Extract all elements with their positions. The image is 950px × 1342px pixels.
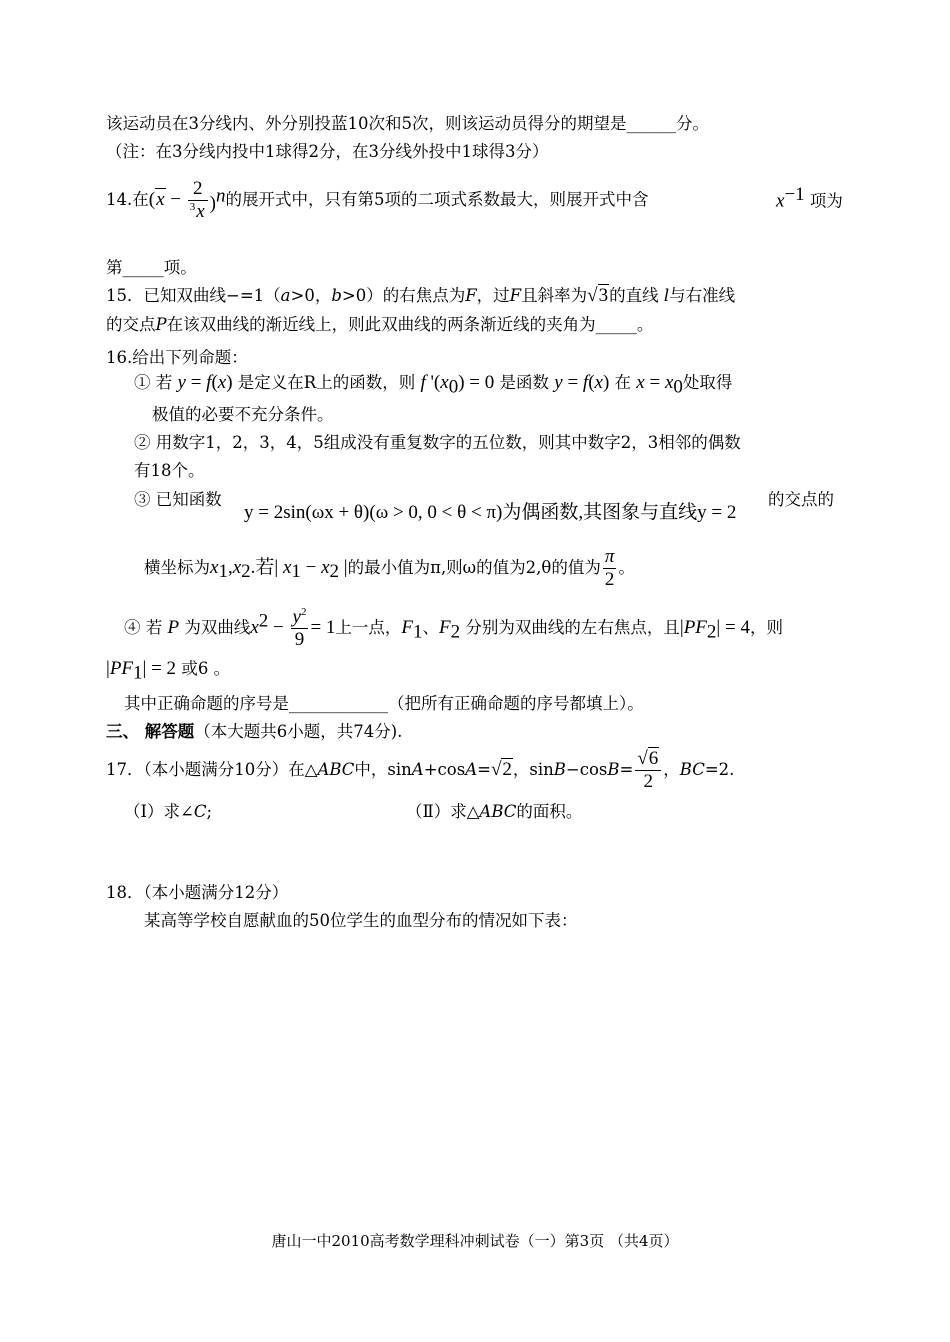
p15-line1: 15．已知双曲线−=1（a>0，b>0）的右焦点为F，过F且斜率为√3的直线 l与右准线 xyxy=(106,285,736,306)
p16-item4: ④ 若 P 为双曲线$x^2$ − $\frac{y^2}{9}$ = 1上一点，$F_1$、$F_2$ 分别为双曲线的左右焦点，且$|PF_2| = 4$，则 xyxy=(124,606,783,651)
p15-line2: 的交点P在该双曲线的渐近线上，则此双曲线的两条渐近线的夹角为_____。 xyxy=(106,315,654,334)
p14-term: $x^{-1}$ 项为 xyxy=(776,184,843,212)
p17-q1: （Ⅰ）求∠C; xyxy=(124,802,213,821)
section-title: 三、 解答题（本大题共6小题，共74分). xyxy=(106,722,403,741)
p13-note: （注：在3分线内投中1球得2分，在3分线外投中1球得3分） xyxy=(106,142,549,161)
p16-item3-tail: 的交点的 xyxy=(768,490,834,509)
p16-item1: ① 若 y = f(x) 是定义在R上的函数，则 f '$(x_0) = 0$ 是函数 y = f(x) 在 $x = x_0$处取得 xyxy=(134,372,733,398)
p14-line2: 第_____项。 xyxy=(106,258,197,277)
p16-item3-equation: y = 2sin(ωx + θ)(ω > 0, 0 < θ < π)为偶函数,其图象与直线y = 2 xyxy=(244,502,737,523)
p16-item2-cont: 有18个。 xyxy=(134,461,205,480)
p16-answer: 其中正确命题的序号是____________（把所有正确命题的序号都填上）。 xyxy=(124,694,644,713)
p17-q2: （Ⅱ）求△ABC的面积。 xyxy=(406,802,583,821)
p13-line1: 该运动员在3分线内、外分别投蓝10次和5次，则该运动员得分的期望是______分。 xyxy=(106,114,709,133)
p17-line1: 17．（本小题满分10分）在△ABC中，sinA+cosA=√2，sinB−cosB= $\frac{√6}{2}$ ，BC=2. xyxy=(106,748,735,792)
p18-body: 某高等学校自愿献血的50位学生的血型分布的情况如下表： xyxy=(144,911,578,930)
p16-item1-cont: 极值的必要不充分条件。 xyxy=(152,405,334,424)
p16-item4-cont: $|PF_1| = 2$ 或6 。 xyxy=(106,658,231,684)
p16-item3-cont: 横坐标为$x_1,x_2$.若| $x_1 - x_2$ |的最小值为π,则ω的值为2,θ的值为 $\frac{\pi}{2}$ 。 xyxy=(144,546,635,590)
page-footer: 唐山一中2010高考数学理科冲刺试卷（一）第3页 （共4页） xyxy=(271,1232,679,1250)
p16-item3: ③ 已知函数 xyxy=(134,490,222,509)
p18-head: 18．（本小题满分12分） xyxy=(106,883,289,902)
p14-line1: 14.在(x − $\frac{2}{^3x}$ )$^n$的展开式中，只有第5项的二项式系数最大，则展开式中含 xyxy=(106,178,649,223)
p16-item2: ② 用数字1，2，3，4，5组成没有重复数字的五位数，则其中数字2，3相邻的偶数 xyxy=(134,433,741,452)
p16-head: 16.给出下列命题： xyxy=(106,348,248,367)
